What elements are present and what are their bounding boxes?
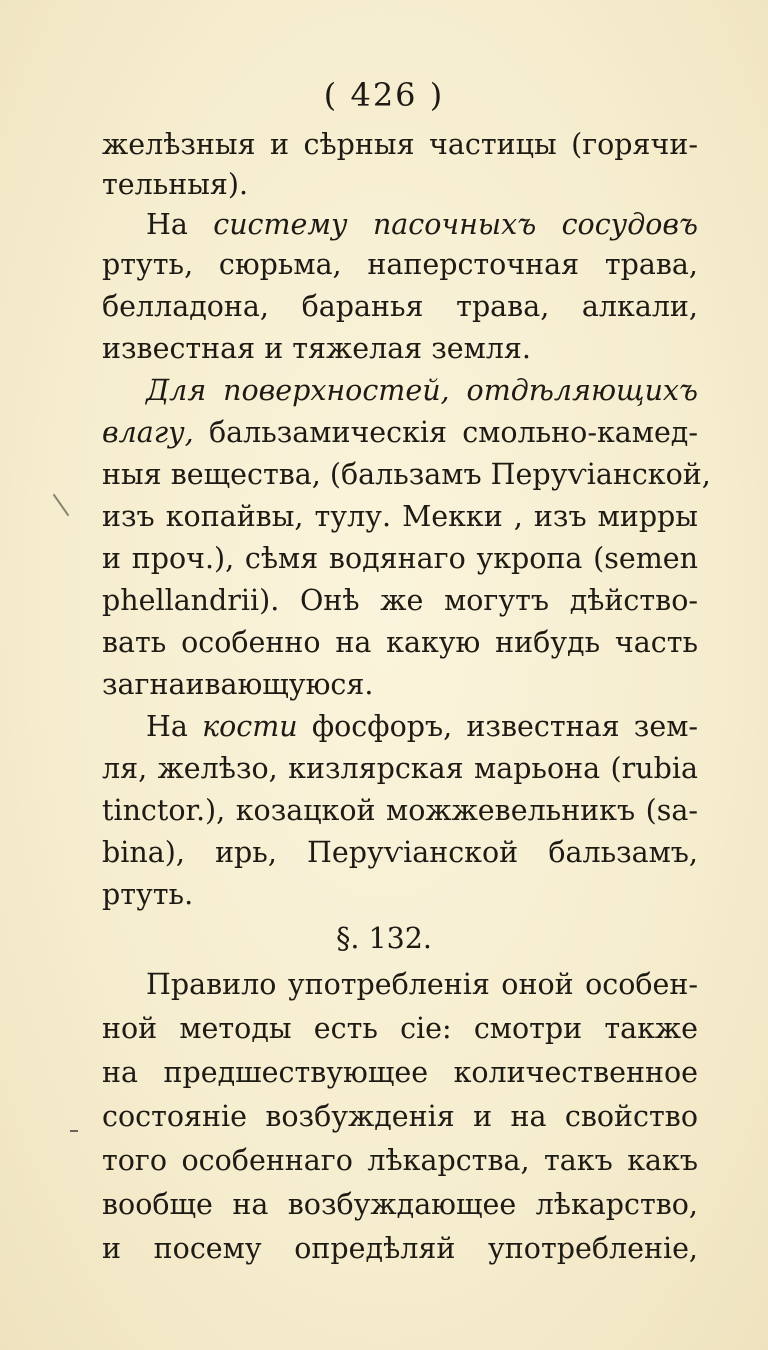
italic-run: систему пасочныхъ сосудовъ (213, 208, 698, 241)
text-line: вообще на возбуждающее лѣкарство, (102, 1188, 698, 1221)
text-run: На (146, 710, 203, 743)
text-line (146, 707, 698, 747)
margin-mark (70, 1130, 78, 1132)
text-line: bina), ирь, Перуѵіанской бальзамъ, (102, 836, 698, 869)
page-number: ( 426 ) (323, 76, 445, 114)
italic-run: влагу, (102, 416, 194, 449)
text-line: изъ копайвы, тулу. Мекки , изъ мирры (102, 500, 698, 533)
text-line (146, 371, 698, 411)
text-line: и посему опредѣляй употребленіе, (102, 1232, 698, 1265)
text-line: ртуть. (102, 878, 194, 911)
text-run: бальзамическія смольно-камед- (193, 416, 698, 449)
text-line: Правило употребленія оной особен- (146, 968, 698, 1001)
text-run: фосфоръ, известная зем- (297, 710, 698, 743)
text-line: тельныя). (102, 168, 249, 201)
text-line: ной методы есть сіе: смотри также (102, 1012, 698, 1045)
text-line: ныя вещества, (бальзамъ Перуѵіанской, (102, 458, 711, 491)
text-line (146, 205, 698, 245)
text-line: того особеннаго лѣкарства, такъ какъ (102, 1144, 698, 1177)
text-line: белладона, баранья трава, алкали, (102, 290, 698, 323)
italic-run: Для поверхностей, отдѣляющихъ (146, 374, 698, 407)
text-line: известная и тяжелая земля. (102, 332, 531, 365)
text-line: загнаивающуюся. (102, 668, 374, 701)
text-line: и проч.), сѣмя водянаго укропа (semen (102, 542, 698, 575)
text-line: на предшествующее количественное (102, 1056, 698, 1089)
text-line: ля, желѣзо, кизлярская марьона (rubia (102, 752, 698, 785)
margin-mark (53, 494, 70, 516)
italic-run: кости (202, 710, 298, 743)
text-line: вать особенно на какую нибудь часть (102, 626, 698, 659)
text-run: На (146, 208, 214, 241)
section-heading: §. 132. (336, 922, 432, 955)
text-line: phellandrii). Онѣ же могутъ дѣйство- (102, 584, 698, 617)
text-line: ртуть, сюрьма, наперсточная трава, (102, 248, 698, 281)
text-line (102, 413, 698, 453)
text-line: состояніе возбужденія и на свойство (102, 1100, 698, 1133)
text-line: tinctor.), козацкой можжевельникъ (sa- (102, 794, 698, 827)
text-line: желѣзныя и сѣрныя частицы (горячи- (102, 128, 698, 161)
